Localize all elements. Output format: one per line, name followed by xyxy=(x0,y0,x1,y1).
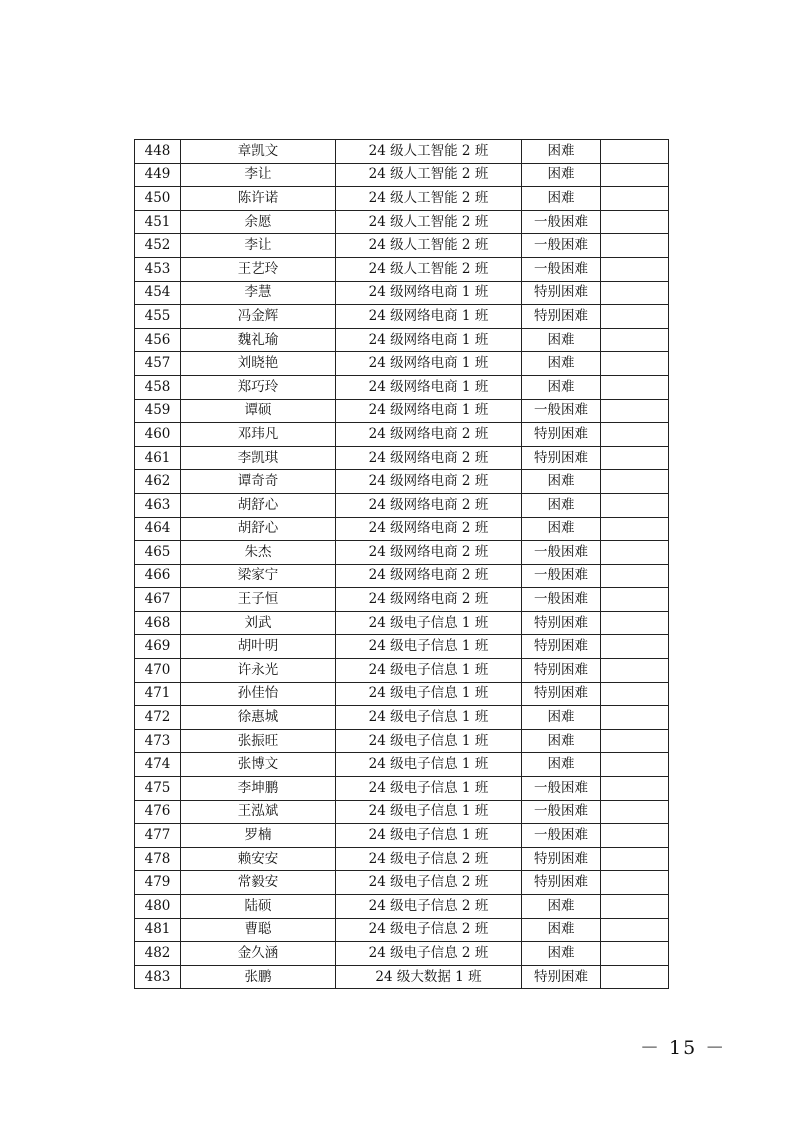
table-row xyxy=(135,635,669,659)
note-cell xyxy=(601,140,669,164)
table-row xyxy=(135,541,669,565)
student-name: 刘晓艳 xyxy=(181,352,336,376)
student-name: 谭奇奇 xyxy=(181,470,336,494)
row-number: 454 xyxy=(135,281,181,305)
student-name: 许永光 xyxy=(181,659,336,683)
student-name: 张鹏 xyxy=(181,965,336,989)
class-name: 24 级电子信息 2 班 xyxy=(336,918,522,942)
class-name: 24 级电子信息 2 班 xyxy=(336,871,522,895)
difficulty-level: 困难 xyxy=(522,895,601,919)
student-name: 魏礼瑜 xyxy=(181,328,336,352)
row-number: 464 xyxy=(135,517,181,541)
page-number: － 15 － xyxy=(640,1037,727,1059)
table-row xyxy=(135,918,669,942)
note-cell xyxy=(601,234,669,258)
difficulty-level: 困难 xyxy=(522,328,601,352)
class-name: 24 级电子信息 1 班 xyxy=(336,729,522,753)
note-cell xyxy=(601,706,669,730)
note-cell xyxy=(601,659,669,683)
difficulty-level: 困难 xyxy=(522,753,601,777)
row-number: 476 xyxy=(135,800,181,824)
student-name: 邓玮凡 xyxy=(181,423,336,447)
class-name: 24 级电子信息 1 班 xyxy=(336,635,522,659)
student-name: 赖安安 xyxy=(181,847,336,871)
row-number: 452 xyxy=(135,234,181,258)
student-name: 陈许诺 xyxy=(181,187,336,211)
table-row xyxy=(135,659,669,683)
class-name: 24 级人工智能 2 班 xyxy=(336,163,522,187)
student-name: 李让 xyxy=(181,163,336,187)
table-row xyxy=(135,706,669,730)
difficulty-level: 困难 xyxy=(522,187,601,211)
difficulty-level: 困难 xyxy=(522,493,601,517)
difficulty-level: 一般困难 xyxy=(522,588,601,612)
class-name: 24 级电子信息 1 班 xyxy=(336,611,522,635)
class-name: 24 级网络电商 2 班 xyxy=(336,588,522,612)
difficulty-level: 特别困难 xyxy=(522,965,601,989)
class-name: 24 级网络电商 2 班 xyxy=(336,446,522,470)
table-row xyxy=(135,777,669,801)
student-name: 王子恒 xyxy=(181,588,336,612)
note-cell xyxy=(601,399,669,423)
row-number: 483 xyxy=(135,965,181,989)
class-name: 24 级网络电商 1 班 xyxy=(336,399,522,423)
table-row xyxy=(135,140,669,164)
table-row xyxy=(135,800,669,824)
note-cell xyxy=(601,517,669,541)
student-name: 李凯琪 xyxy=(181,446,336,470)
row-number: 465 xyxy=(135,541,181,565)
student-name: 郑巧玲 xyxy=(181,375,336,399)
row-number: 449 xyxy=(135,163,181,187)
row-number: 448 xyxy=(135,140,181,164)
difficulty-level: 困难 xyxy=(522,375,601,399)
difficulty-level: 特别困难 xyxy=(522,423,601,447)
student-name: 刘武 xyxy=(181,611,336,635)
class-name: 24 级电子信息 1 班 xyxy=(336,777,522,801)
class-name: 24 级人工智能 2 班 xyxy=(336,234,522,258)
class-name: 24 级网络电商 1 班 xyxy=(336,305,522,329)
class-name: 24 级人工智能 2 班 xyxy=(336,210,522,234)
table-row xyxy=(135,965,669,989)
student-name: 李坤鹏 xyxy=(181,777,336,801)
row-number: 466 xyxy=(135,564,181,588)
student-name: 胡舒心 xyxy=(181,493,336,517)
difficulty-level: 困难 xyxy=(522,140,601,164)
class-name: 24 级电子信息 1 班 xyxy=(336,824,522,848)
student-name: 张博文 xyxy=(181,753,336,777)
note-cell xyxy=(601,305,669,329)
student-name: 胡舒心 xyxy=(181,517,336,541)
student-name: 冯金辉 xyxy=(181,305,336,329)
note-cell xyxy=(601,800,669,824)
table-row xyxy=(135,328,669,352)
student-name: 章凯文 xyxy=(181,140,336,164)
difficulty-level: 一般困难 xyxy=(522,564,601,588)
class-name: 24 级网络电商 1 班 xyxy=(336,352,522,376)
table-row xyxy=(135,470,669,494)
row-number: 480 xyxy=(135,895,181,919)
class-name: 24 级电子信息 1 班 xyxy=(336,753,522,777)
note-cell xyxy=(601,257,669,281)
note-cell xyxy=(601,187,669,211)
class-name: 24 级电子信息 2 班 xyxy=(336,895,522,919)
difficulty-level: 特别困难 xyxy=(522,635,601,659)
table-row xyxy=(135,210,669,234)
student-name: 金久涵 xyxy=(181,942,336,966)
student-name: 陆硕 xyxy=(181,895,336,919)
difficulty-level: 特别困难 xyxy=(522,682,601,706)
class-name: 24 级网络电商 2 班 xyxy=(336,541,522,565)
note-cell xyxy=(601,918,669,942)
difficulty-level: 一般困难 xyxy=(522,541,601,565)
note-cell xyxy=(601,895,669,919)
row-number: 462 xyxy=(135,470,181,494)
row-number: 471 xyxy=(135,682,181,706)
note-cell xyxy=(601,281,669,305)
student-name: 胡叶明 xyxy=(181,635,336,659)
class-name: 24 级人工智能 2 班 xyxy=(336,257,522,281)
note-cell xyxy=(601,729,669,753)
note-cell xyxy=(601,328,669,352)
row-number: 479 xyxy=(135,871,181,895)
note-cell xyxy=(601,635,669,659)
table-row xyxy=(135,729,669,753)
class-name: 24 级网络电商 1 班 xyxy=(336,281,522,305)
note-cell xyxy=(601,682,669,706)
row-number: 457 xyxy=(135,352,181,376)
table-row xyxy=(135,611,669,635)
class-name: 24 级人工智能 2 班 xyxy=(336,140,522,164)
note-cell xyxy=(601,871,669,895)
row-number: 472 xyxy=(135,706,181,730)
class-name: 24 级大数据 1 班 xyxy=(336,965,522,989)
class-name: 24 级网络电商 1 班 xyxy=(336,328,522,352)
difficulty-level: 困难 xyxy=(522,352,601,376)
difficulty-level: 一般困难 xyxy=(522,824,601,848)
note-cell xyxy=(601,847,669,871)
table-row xyxy=(135,564,669,588)
row-number: 455 xyxy=(135,305,181,329)
note-cell xyxy=(601,611,669,635)
difficulty-level: 一般困难 xyxy=(522,777,601,801)
difficulty-level: 一般困难 xyxy=(522,399,601,423)
table-row xyxy=(135,234,669,258)
student-table xyxy=(134,139,669,989)
difficulty-level: 特别困难 xyxy=(522,305,601,329)
note-cell xyxy=(601,588,669,612)
class-name: 24 级网络电商 1 班 xyxy=(336,375,522,399)
note-cell xyxy=(601,375,669,399)
student-name: 李让 xyxy=(181,234,336,258)
table-row xyxy=(135,588,669,612)
note-cell xyxy=(601,942,669,966)
table-row xyxy=(135,871,669,895)
student-name: 徐惠城 xyxy=(181,706,336,730)
note-cell xyxy=(601,824,669,848)
table-row xyxy=(135,517,669,541)
table-row xyxy=(135,824,669,848)
table-row xyxy=(135,375,669,399)
row-number: 475 xyxy=(135,777,181,801)
row-number: 453 xyxy=(135,257,181,281)
student-name: 谭硕 xyxy=(181,399,336,423)
difficulty-level: 特别困难 xyxy=(522,446,601,470)
table-row xyxy=(135,352,669,376)
class-name: 24 级网络电商 2 班 xyxy=(336,423,522,447)
class-name: 24 级电子信息 1 班 xyxy=(336,800,522,824)
difficulty-level: 困难 xyxy=(522,942,601,966)
student-name: 罗楠 xyxy=(181,824,336,848)
row-number: 461 xyxy=(135,446,181,470)
student-name: 朱杰 xyxy=(181,541,336,565)
difficulty-level: 特别困难 xyxy=(522,611,601,635)
class-name: 24 级电子信息 1 班 xyxy=(336,682,522,706)
row-number: 481 xyxy=(135,918,181,942)
student-name: 孙佳怡 xyxy=(181,682,336,706)
student-name: 曹聪 xyxy=(181,918,336,942)
table-row xyxy=(135,257,669,281)
class-name: 24 级网络电商 2 班 xyxy=(336,564,522,588)
table-row xyxy=(135,446,669,470)
difficulty-level: 困难 xyxy=(522,729,601,753)
note-cell xyxy=(601,564,669,588)
row-number: 477 xyxy=(135,824,181,848)
difficulty-level: 特别困难 xyxy=(522,659,601,683)
student-name: 余愿 xyxy=(181,210,336,234)
row-number: 450 xyxy=(135,187,181,211)
row-number: 469 xyxy=(135,635,181,659)
note-cell xyxy=(601,446,669,470)
table-row xyxy=(135,847,669,871)
difficulty-level: 困难 xyxy=(522,706,601,730)
row-number: 459 xyxy=(135,399,181,423)
class-name: 24 级电子信息 2 班 xyxy=(336,942,522,966)
difficulty-level: 困难 xyxy=(522,163,601,187)
note-cell xyxy=(601,470,669,494)
difficulty-level: 特别困难 xyxy=(522,847,601,871)
table-body xyxy=(135,140,669,989)
difficulty-level: 特别困难 xyxy=(522,871,601,895)
class-name: 24 级人工智能 2 班 xyxy=(336,187,522,211)
student-name: 常毅安 xyxy=(181,871,336,895)
difficulty-level: 一般困难 xyxy=(522,257,601,281)
table-row xyxy=(135,423,669,447)
class-name: 24 级电子信息 1 班 xyxy=(336,706,522,730)
note-cell xyxy=(601,352,669,376)
table-row xyxy=(135,305,669,329)
table-row xyxy=(135,942,669,966)
table-row xyxy=(135,399,669,423)
row-number: 474 xyxy=(135,753,181,777)
difficulty-level: 一般困难 xyxy=(522,210,601,234)
difficulty-level: 一般困难 xyxy=(522,234,601,258)
student-name: 张振旺 xyxy=(181,729,336,753)
table-row xyxy=(135,493,669,517)
class-name: 24 级网络电商 2 班 xyxy=(336,493,522,517)
row-number: 456 xyxy=(135,328,181,352)
class-name: 24 级电子信息 2 班 xyxy=(336,847,522,871)
table-row xyxy=(135,682,669,706)
note-cell xyxy=(601,965,669,989)
table-row xyxy=(135,753,669,777)
student-name: 王泓斌 xyxy=(181,800,336,824)
table-row xyxy=(135,895,669,919)
difficulty-level: 困难 xyxy=(522,918,601,942)
student-name: 梁家宁 xyxy=(181,564,336,588)
difficulty-level: 特别困难 xyxy=(522,281,601,305)
note-cell xyxy=(601,210,669,234)
table-row xyxy=(135,163,669,187)
row-number: 460 xyxy=(135,423,181,447)
difficulty-level: 困难 xyxy=(522,517,601,541)
note-cell xyxy=(601,163,669,187)
class-name: 24 级电子信息 1 班 xyxy=(336,659,522,683)
student-name: 李慧 xyxy=(181,281,336,305)
row-number: 463 xyxy=(135,493,181,517)
note-cell xyxy=(601,541,669,565)
table-row xyxy=(135,187,669,211)
row-number: 473 xyxy=(135,729,181,753)
row-number: 467 xyxy=(135,588,181,612)
note-cell xyxy=(601,753,669,777)
note-cell xyxy=(601,777,669,801)
difficulty-level: 一般困难 xyxy=(522,800,601,824)
difficulty-level: 困难 xyxy=(522,470,601,494)
class-name: 24 级网络电商 2 班 xyxy=(336,470,522,494)
row-number: 458 xyxy=(135,375,181,399)
row-number: 470 xyxy=(135,659,181,683)
note-cell xyxy=(601,423,669,447)
student-name: 王艺玲 xyxy=(181,257,336,281)
row-number: 478 xyxy=(135,847,181,871)
note-cell xyxy=(601,493,669,517)
class-name: 24 级网络电商 2 班 xyxy=(336,517,522,541)
row-number: 468 xyxy=(135,611,181,635)
row-number: 482 xyxy=(135,942,181,966)
table-row xyxy=(135,281,669,305)
row-number: 451 xyxy=(135,210,181,234)
